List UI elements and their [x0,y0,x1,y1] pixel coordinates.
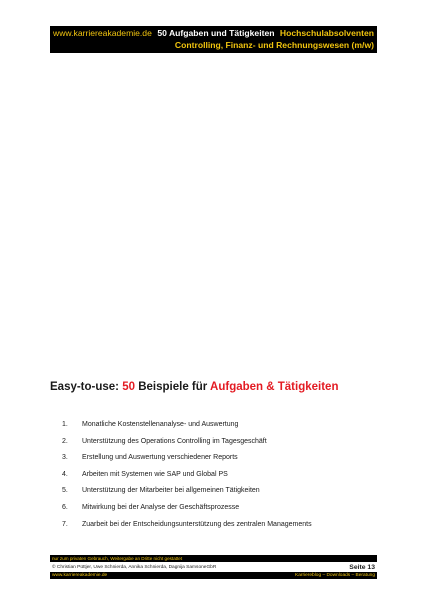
heading-emphasis: Aufgaben & Tätigkeiten [210,381,339,393]
page-header [50,26,377,53]
list-item-text: Erstellung und Auswertung verschiedener Reports [82,454,238,462]
footer-info-row [50,563,377,572]
header-title: 50 Aufgaben und Tätigkeiten [157,28,275,38]
list-item [62,486,312,503]
list-item-text: Unterstützung der Mitarbeiter bei allgemeinen Tätigkeiten [82,487,260,495]
list-item-text: Arbeiten mit Systemen wie SAP und Global PS [82,470,228,478]
list-item [62,503,312,520]
footer-site-link[interactable]: www.karriereakademie.de [52,573,108,578]
list-item-number: 2. [62,437,68,445]
list-item-number: 6. [62,503,68,511]
list-item-number: 7. [62,520,68,528]
footer-notice-bar [50,555,377,562]
list-item [62,453,312,470]
heading-prefix: Easy-to-use: [50,381,120,393]
list-item [62,520,312,537]
list-item-number: 4. [62,470,68,478]
list-item-number: 5. [62,487,68,495]
header-row-1 [53,27,374,39]
footer-copyright: © Christian Püttjer, Uwe Schnierda, Annika Schnierda, Dagnija SamsoneGbR [52,565,217,570]
footer-links-bar [50,572,377,579]
list-item [62,470,312,487]
section-heading [50,381,338,393]
list-item-text: Monatliche Kostenstellenanalyse- und Auswertung [82,421,239,428]
list-item-number: 3. [62,454,68,462]
list-item [62,437,312,454]
heading-number: 50 [122,381,136,393]
list-item [62,420,312,437]
list-item-number: 1. [62,421,68,428]
header-subtitle: Controlling, Finanz- und Rechnungswesen (m/w) [174,40,374,50]
list-item-text: Mitwirkung bei der Analyse der Geschäftsprozesse [82,503,240,511]
heading-middle: Beispiele für [138,381,208,393]
task-list [62,420,312,536]
header-audience: Hochschulabsolventen [279,28,374,38]
header-site-link[interactable]: www.karriereakademie.de [53,28,152,38]
list-item-text: Zuarbeit bei der Entscheidungsunterstützung des zentralen Managements [82,520,312,528]
list-item-text: Unterstützung des Operations Controlling im Tagesgeschäft [82,437,267,445]
page-number: Seite 13 [349,564,375,571]
footer-notice: nur zum privaten Gebrauch, Weitergabe an Dritte nicht gestattet [52,556,183,561]
footer-nav-links[interactable]: Karriereblog – Downloads – Beratung [295,573,375,578]
